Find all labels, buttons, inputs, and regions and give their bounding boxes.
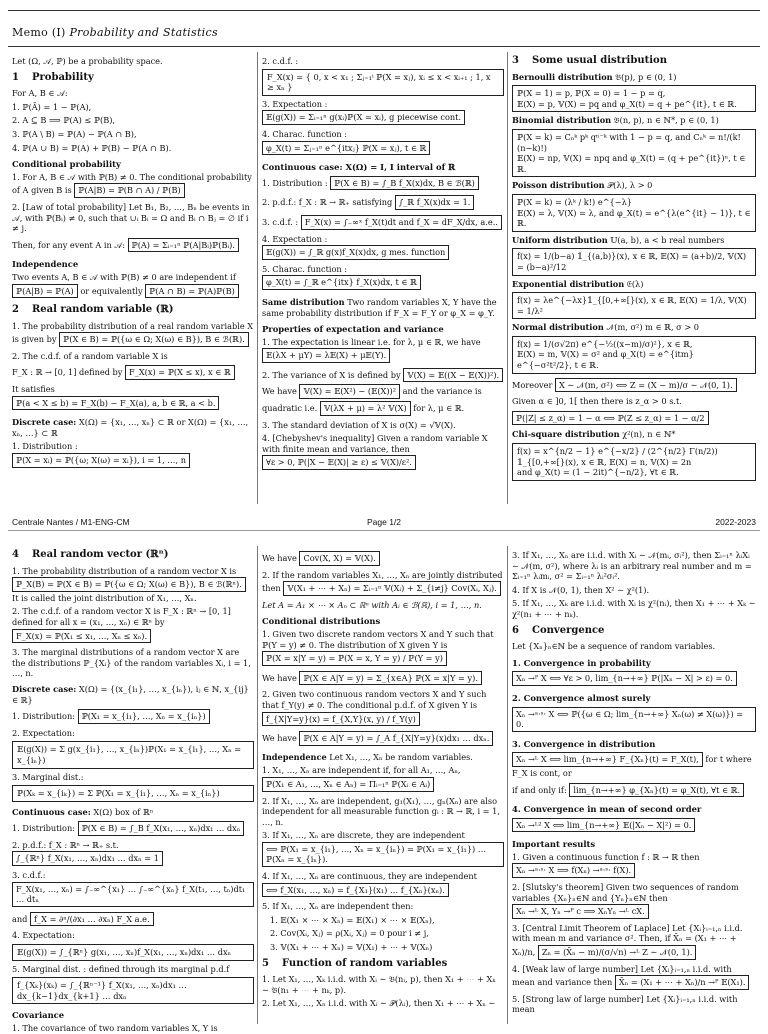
header-rule [8, 46, 760, 47]
paragraph: 2. Expectation: [12, 727, 75, 738]
formula-box: ℙ(X ∈ B) = ℙ({ω ∈ Ω; X(ω) ∈ B}), B ∈ ℬ(ℝ). [59, 332, 249, 347]
formula-box: f_{X|Y=y}(x) = f_{X,Y}(x, y) / f_Y(y) [262, 712, 420, 727]
text: 1. Distribution : [262, 177, 328, 188]
text: 2. p.d.f.: f_X : ℝⁿ → ℝ₊ s.t. [12, 839, 119, 850]
formula-box: ∫_ℝ f_X(x)dx = 1. [395, 195, 474, 210]
subsection-title: Discrete case: [12, 417, 77, 428]
text: 1. Given two discrete random vectors X and Y such that ℙ(Y = y) ≠ 0. The distribution of X given Y is [262, 628, 494, 650]
text: 𝒩(m, σ²) m ∈ ℝ, σ > 0 [606, 322, 700, 333]
distribution-heading [512, 279, 756, 290]
text: or equivalently [80, 285, 143, 296]
paragraph: 3. Marginal dist.: [12, 771, 84, 782]
footer-right: 2022-2023 [715, 517, 756, 527]
text: 5. Charac. function : [262, 263, 348, 274]
column-divider [257, 52, 258, 504]
paragraph [12, 840, 254, 867]
subsection-title: Same distribution [262, 296, 345, 307]
text: 2. Given two continuous random vectors X and Y such that f_Y(y) ≠ 0. The conditional p.d.f. of X given Y is [262, 689, 487, 710]
text: Moreover [512, 379, 553, 390]
formula-box: Xₙ →ᴸ² X ⟺ lim_{n→+∞} 𝔼(|Xₙ − X|²) = 0. [512, 818, 695, 833]
formula-box: ∀ε > 0, ℙ(|X − 𝔼(X)| ≥ ε) ≤ 𝕍(X)/ε². [262, 455, 416, 470]
formula-line: 𝔼(X) = λ, 𝕍(X) = λ, and φ_X(t) = e^{λ(e^{it} − 1)}, t ∈ ℝ. [517, 207, 751, 229]
formula-box: 𝔼(g(X)) = Σ g(x_{i₁}, …, x_{iₙ})ℙ(X₁ = x_{i₁}, …, Xₙ = x_{iₙ}) [12, 741, 254, 768]
text: 1. The probability distribution of a random vector X is [12, 565, 237, 576]
text: 4. [Chebyshev's inequality] Given a random variable X with finite mean and variance, then [262, 433, 488, 454]
text: 1. The probability distribution of a real random variable X is given by [12, 320, 254, 345]
distribution-heading [512, 180, 756, 191]
paragraph [512, 923, 756, 961]
subsection-title: Independence [12, 259, 79, 270]
formula-box: ℙ(X ∈ B) = ∫_B f_X(x₁, …, xₙ)dx₁ … dxₙ [78, 821, 245, 836]
column-divider [507, 546, 508, 1024]
column-1 [12, 56, 254, 508]
paragraph [512, 410, 756, 427]
list-item: 3. 𝕍(X₁ + ⋯ + Xₙ) = 𝕍(X₁) + ⋯ + 𝕍(Xₙ) [270, 942, 433, 953]
text: 1. Given a continuous function f : ℝ → ℝ then [512, 851, 700, 862]
paragraph: 2. [Law of total probability] Let B₁, B₂, …, Bₙ be events in 𝒜, with ℙ(Bᵢ) ≠ 0, such that ∪ᵢ Bᵢ = Ω and Bᵢ ∩ Bⱼ = ∅ if i ≠ j. [12, 201, 250, 234]
text: It satisfies [12, 384, 55, 395]
paragraph [262, 264, 504, 291]
paragraph [12, 384, 254, 411]
formula-line: f(x) = 1/(σ√2π) e^{−½((x−m)/σ)²}, x ∈ ℝ, [517, 338, 693, 349]
formula-box: X̄ₙ = (X₁ + ⋯ + Xₙ)/n →ᴾ 𝔼(X₁). [615, 975, 750, 990]
paragraph [262, 367, 504, 417]
text: 2. If the random variables X₁, …, Xₙ are jointly distributed then [262, 569, 503, 594]
paragraph [262, 570, 504, 597]
text: 2. p.d.f.: f_X : ℝ → ℝ₊ satisfying [262, 197, 393, 208]
formula-box [512, 129, 756, 177]
column-3 [512, 56, 756, 508]
formula-box: F_X(x) = { 0, x < x₁ ; Σⱼ₌₁ⁱ ℙ(X = xⱼ), xᵢ ≤ x < xᵢ₊₁ ; 1, x ≥ xₙ } [262, 69, 504, 96]
paragraph [12, 321, 254, 348]
top-rule [8, 10, 760, 11]
formula-box: 𝕍(X₁ + ⋯ + Xₙ) = Σᵢ₌₁ⁿ 𝕍(Xᵢ) + Σ_{i≠j} Cov(Xᵢ, Xⱼ). [283, 581, 500, 596]
text: Two random variables X, Y have the same probability distribution if F_X = F_Y or φ_X = φ_Y. [262, 296, 497, 318]
paragraph: Let A = A₁ × ⋯ × Aₙ ⊂ ℝⁿ with Aᵢ ∈ ℬ(ℝ), i = 1, …, n. [262, 599, 482, 610]
formula-line: 𝔼(X) = p, 𝕍(X) = pq and φ_X(t) = q + pe^{it}, t ∈ ℝ. [517, 98, 737, 109]
subsection-title: Bernoulli distribution [512, 71, 613, 82]
text: 1. Distribution : [12, 441, 78, 452]
subsection-title: Uniform distribution [512, 234, 608, 245]
section-title: Probability [32, 71, 94, 83]
paragraph [512, 882, 756, 920]
paragraph [262, 670, 504, 687]
distribution-heading [512, 72, 756, 83]
subsection-title: 1. Convergence in probability [512, 657, 651, 668]
formula-box: ℙ(A ∩ B) = ℙ(A)ℙ(B) [145, 284, 239, 299]
section-heading [12, 550, 254, 561]
list-item: 2. Cov(Xᵢ, Xⱼ) = ρ(Xᵢ, Xⱼ) = 0 pour i ≠ j, [270, 928, 429, 939]
formula-line: 𝔼(X) = np, 𝕍(X) = npq and φ_X(t) = (q + pe^{it})ⁿ, t ∈ ℝ. [517, 153, 746, 174]
text: for λ, μ ∈ ℝ. [413, 403, 465, 414]
text: 3. [Central Limit Theorem of Laplace] Let {Xᵢ}ᵢ₌₁,ₙ i.i.d. with mean m and variance σ². Then, if X̄ₙ = (X₁ + ⋯ + Xₙ)/n, [512, 922, 743, 958]
paragraph [262, 56, 504, 96]
paragraph: 2. Let X₁, …, Xₙ i.i.d. with Xᵢ ∼ 𝒫(λᵢ), then X₁ + ⋯ + Xₙ ∼ [262, 998, 496, 1009]
text: and the variance is quadratic i.e. [262, 386, 482, 414]
paragraph [12, 172, 254, 199]
text: 3. c.d.f. : [262, 216, 299, 227]
subsection-title: Poisson distribution [512, 180, 605, 191]
paragraph [512, 852, 756, 879]
formula-box [512, 194, 756, 232]
text: 3. If X₁, …, Xₙ are discrete, they are independent [262, 830, 465, 841]
paragraph [262, 871, 504, 898]
formula-box: ℙ(X ∈ A|Y = y) = Σ_{x∈A} ℙ(X = x|Y = y). [299, 671, 481, 686]
paragraph [512, 706, 756, 733]
subsection-title: Important results [512, 839, 596, 850]
list-item: 3. ℙ(A \ B) = ℙ(A) − ℙ(A ∩ B), [12, 128, 137, 139]
paragraph [262, 752, 504, 763]
text: 𝔅(p), p ∈ (0, 1) [615, 71, 677, 82]
text: 2. c.d.f. : [262, 56, 299, 66]
paragraph [12, 911, 254, 928]
column-1 [12, 549, 254, 1033]
section-number: 4 [12, 549, 19, 560]
section-title: Convergence [532, 624, 605, 636]
formula-line: ℙ(X = k) = Cₙᵏ pᵏ qⁿ⁻ᵏ with 1 − p = q, and Cₙᵏ = n!/(k!(n−k)!) [517, 131, 741, 153]
subsection-title: Properties of expectation and variance [262, 324, 444, 335]
text: 4. Expectation : [262, 233, 328, 244]
paragraph [12, 870, 254, 908]
formula-box: 𝕍(λX + μ) = λ² 𝕍(X) [320, 401, 411, 416]
section-title: Real random variable (ℝ) [32, 304, 174, 316]
text: 3. c.d.f.: [12, 870, 46, 881]
formula-box: ℙ(A|B) = ℙ(B ∩ A) / ℙ(B) [74, 183, 184, 198]
formula-box: f_X = ∂ⁿ/(∂x₁ … ∂xₙ) F_X a.e. [30, 912, 154, 927]
paragraph: 1. The covariance of two random variables X, Y is [12, 1023, 218, 1033]
footer-left: Centrale Nantes / M1-ENG-CM [12, 517, 130, 527]
text: We have [262, 733, 297, 744]
formula-box: f(x) = λe^{−λx}𝟙_{[0,+∞[}(x), x ∈ ℝ, 𝔼(X) = 1/λ, 𝕍(X) = 1/λ² [512, 292, 756, 319]
paragraph: 3. The marginal distributions of a random vector X are the distributions ℙ_{Xᵢ} of the random variables Xᵢ, i = 1, …, n. [12, 647, 251, 679]
paragraph [262, 730, 504, 747]
subsection-title: Chi-square distribution [512, 429, 620, 440]
text: It is called the joint distribution of X₁, …, Xₙ. [12, 592, 197, 603]
footer-center: Page 1/2 [366, 517, 402, 527]
formula-box: ℙ(X₁ = x_{i₁}, …, Xₙ = x_{iₙ}) [78, 709, 210, 724]
formula-box: X ∼ 𝒩(m, σ²) ⟺ Z = (X − m)/σ ∼ 𝒩(0, 1). [555, 378, 737, 393]
section-heading [512, 56, 756, 67]
subsection-title: 3. Convergence in distribution [512, 738, 656, 749]
list-item: 1. 𝔼(X₁ × ⋯ × Xₙ) = 𝔼(X₁) × ⋯ × 𝔼(Xₙ), [270, 914, 435, 925]
formula-box: Zₙ = (X̄ₙ − m)/(σ/√n) →ᴸ Z ∼ 𝒩(0, 1). [538, 945, 697, 960]
paragraph: 1. Let X₁, …, Xₖ i.i.d. with Xᵢ ∼ 𝔅(nᵢ, p), then X₁ + ⋯ + Xₖ ∼ 𝔅(n₁ + ⋯ + nₖ, p). [262, 974, 496, 995]
text: if and only if: [512, 784, 567, 795]
text: We have [262, 386, 297, 397]
formula-box: ℙ(X ∈ A|Y = y) = ∫_A f_{X|Y=y}(x)dx₁ … dxₙ. [299, 731, 493, 746]
section-heading [12, 305, 254, 316]
subsection-title: Normal distribution [512, 322, 604, 333]
section-title: Real random vector (ℝⁿ) [32, 549, 169, 560]
formula-box: φ_X(t) = Σⱼ₌₁ⁿ e^{itxⱼ} ℙ(X = xⱼ), t ∈ ℝ [262, 141, 430, 156]
text: 𝕌(a, b), a < b real numbers [610, 234, 725, 245]
paragraph: 2. The c.d.f. of a random variable X is [12, 350, 168, 361]
subsection-title: Continuous case: [12, 806, 91, 817]
text: for t where F_X is cont, or [512, 754, 752, 778]
paragraph [262, 214, 504, 231]
formula-line: 𝔼(X) = m, 𝕍(X) = σ² and φ_X(t) = e^{itm} e^{−σ²t²/2}, t ∈ ℝ. [517, 349, 694, 371]
formula-box: F_X(x) = ℙ(X₁ ≤ x₁, …, Xₙ ≤ xₙ). [12, 629, 151, 644]
section-heading [512, 626, 756, 637]
paragraph [12, 364, 254, 381]
text: 1. The expectation is linear i.e. for λ, μ ∈ ℝ, we have [262, 336, 481, 347]
formula-box: f(x) = 1/(b−a) 𝟙_{(a,b)}(x), x ∈ ℝ, 𝔼(X) = (a+b)/2, 𝕍(X) = (b−a)²/12 [512, 248, 756, 275]
text: We have [262, 672, 297, 683]
intro-text: Let (Ω, 𝒜, ℙ) be a probability space. [12, 56, 163, 66]
formula-box: F_X(x) = ℙ(X ≤ x), x ∈ ℝ [125, 365, 235, 380]
text: 𝔅(n, p), n ∈ ℕ*, p ∈ (0, 1) [613, 115, 719, 126]
column-divider [507, 52, 508, 504]
paragraph [12, 807, 254, 818]
paragraph [12, 566, 254, 604]
subsection-title: 4. Convergence in mean of second order [512, 804, 702, 815]
column-2 [262, 550, 504, 1024]
formula-box: Xₙ →ᵃ·ˢ· X ⟹ f(Xₙ) →ᵃ·ˢ· f(X). [512, 863, 635, 878]
text: 4. Charac. function : [262, 128, 348, 139]
text: 1. Distribution: [12, 823, 76, 834]
paragraph [512, 377, 756, 394]
formula-box: 𝕍(X) = 𝔼(X²) − (𝔼(X))² [299, 384, 400, 399]
text: 1. Distribution: [12, 711, 76, 722]
paragraph [12, 708, 254, 725]
formula-box: Xₙ →ᵃ·ˢ· X ⟺ ℙ({ω ∈ Ω; lim_{n→+∞} Xₙ(ω) ≠ X(ω)}) = 0. [512, 707, 756, 732]
formula-box [512, 85, 756, 112]
page-separator [8, 530, 760, 531]
formula-box [512, 443, 756, 481]
text: 𝒫(λ), λ > 0 [607, 180, 653, 191]
section-title: Some usual distribution [532, 55, 667, 66]
paragraph [262, 830, 504, 868]
subject-label: Probability and Statistics [69, 26, 218, 39]
subsection-title: Continuous case: X(Ω) = I, I interval of ℝ [262, 162, 456, 173]
text: 1. X₁, …, Xₙ are independent if, for all A₁, …, Aₙ, [262, 765, 461, 776]
subsection-title: 2. Convergence almost surely [512, 692, 651, 703]
text: X(Ω) = {(x_{i₁}, …, x_{iₙ}), iⱼ ∈ ℕ, x_{ij} ∈ ℝ} [12, 683, 249, 705]
paragraph [262, 175, 504, 192]
paragraph [12, 820, 254, 837]
paragraph [262, 99, 504, 126]
formula-box: ℙ(X = x|Y = y) = ℙ(X = x, Y = y) / ℙ(Y = y) [262, 651, 447, 666]
paragraph [262, 433, 504, 471]
paragraph [262, 765, 504, 792]
formula-box: Xₙ →ᴾ X ⟺ ∀ε > 0, lim_{n→+∞} ℙ(|Xₙ − X| > ε) = 0. [512, 671, 737, 686]
formula-box: ⟺ ℙ(X₁ = x_{i₁}, …, Xₙ = x_{iₙ}) = ℙ(X₁ = x_{i₁}) … ℙ(Xₙ = x_{iₙ}). [262, 842, 504, 867]
formula-box: F_X(x) = ∫₋∞ˣ f_X(t)dt and f_X = dF_X/dx, a.e.. [301, 215, 502, 230]
subsection-title: Discrete case: [12, 683, 77, 694]
text: X(Ω) = {x₁, …, xₙ} ⊂ ℝ or X(Ω) = {x₁, …, xₙ, …} ⊂ ℝ [12, 417, 249, 438]
memo-label: Memo (I) [12, 26, 66, 39]
document-title [12, 26, 218, 39]
text: Let X₁, …, Xₙ be random variables. [329, 751, 473, 762]
subsection-title: Conditional distributions [262, 616, 381, 627]
paragraph: 5. If X₁, …, Xₙ are independent then: [262, 901, 414, 912]
formula-box: ℙ_X(B) = ℙ(X ∈ B) = ℙ({ω ∈ Ω; X(ω) ∈ B}), B ∈ ℬ(ℝⁿ). [12, 577, 246, 592]
paragraph [512, 817, 756, 834]
list-item: 4. ℙ(A ∪ B) = ℙ(A) + ℙ(B) − ℙ(A ∩ B). [12, 142, 172, 153]
paragraph [512, 670, 756, 687]
formula-box: ℙ(X₁ ∈ A₁, …, Xₙ ∈ Aₙ) = Πᵢ₌₁ⁿ ℙ(Xᵢ ∈ Aᵢ) [262, 777, 434, 792]
list-item: 1. ℙ(Ā) = 1 − ℙ(A), [12, 101, 92, 112]
section-number: 6 [512, 624, 519, 636]
paragraph [12, 417, 254, 438]
formula-box: Xₙ →ᴸ X, Yₙ →ᴾ c ⟹ XₙYₙ →ᴸ cX. [512, 904, 649, 919]
formula-box: ℙ(Xₖ = x_{iₖ}) = Σ ℙ(X₁ = x_{i₁}, …, Xₙ = x_{iₙ}) [12, 785, 254, 802]
page-2 [0, 532, 768, 1033]
paragraph: Let {Xₙ}ₙ∈ℕ be a sequence of random variables. [512, 641, 716, 652]
text: F_X : ℝ → [0, 1] defined by [12, 367, 123, 378]
formula-line: ℙ(X = 1) = p, ℙ(X = 0) = 1 − p = q, [517, 88, 666, 99]
formula-box: φ_X(t) = ∫_ℝ e^{itx} f_X(x)dx, t ∈ ℝ [262, 275, 421, 290]
paragraph: 4. Expectation: [12, 930, 75, 941]
formula-box: Xₙ →ᴸ X ⟺ lim_{n→+∞} F_{Xₙ}(t) = F_X(t), [512, 752, 703, 767]
formula-box: ∫_{ℝⁿ} f_X(x₁, …, xₙ)dx₁ … dxₙ = 1 [12, 851, 163, 866]
formula-box: lim_{n→+∞} φ_{Xₙ}(t) = φ_X(t), ∀t ∈ ℝ. [569, 783, 744, 798]
section-number: 5 [262, 957, 269, 969]
paragraph [512, 782, 756, 799]
section-title: Function of random variables [282, 957, 448, 969]
text: 2. The c.d.f. of a random vector X is F_X : ℝⁿ → [0, 1] defined for all x = (x₁, …, xₙ) ∈ ℝⁿ by [12, 606, 231, 627]
section-number: 3 [512, 55, 519, 66]
paragraph: For A, B ∈ 𝒜: [12, 88, 68, 99]
paragraph [12, 272, 254, 299]
subsection-title: Conditional probability [12, 159, 121, 170]
formula-box: ℙ(X = xᵢ) = ℙ({ω; X(ω) = xᵢ}), i = 1, …, n [12, 453, 190, 468]
text: Then, for any event A in 𝒜: [12, 239, 125, 250]
distribution-heading [512, 429, 756, 440]
distribution-heading [512, 322, 756, 333]
paragraph [512, 964, 756, 991]
distribution-heading [512, 235, 756, 246]
paragraph [262, 234, 504, 261]
formula-box [512, 336, 756, 374]
paragraph [12, 606, 254, 644]
paragraph [512, 751, 756, 778]
formula-box: ℙ(X ∈ B) = ∫_B f_X(x)dx, B ∈ ℬ(ℝ) [330, 176, 479, 191]
column-2 [262, 56, 504, 508]
paragraph [12, 441, 254, 468]
formula-box: ⟺ f_X(x₁, …, xₙ) = f_{X₁}(x₁) … f_{Xₙ}(xₙ). [262, 883, 449, 898]
formula-box: ℙ(|Z| ≤ z_α) = 1 − α ⟺ ℙ(Z ≤ z_α) = 1 − α/2 [512, 411, 709, 426]
section-number: 1 [12, 71, 19, 83]
formula-box: 𝕍(X) = 𝔼((X − 𝔼(X))²). [403, 368, 503, 383]
text: and [12, 913, 28, 924]
paragraph: 3. If X₁, …, Xₙ are i.i.d. with Xᵢ ∼ 𝒩(mᵢ, σᵢ²), then Σᵢ₌₁ⁿ λᵢXᵢ ∼ 𝒩(m, σ²), where λᵢ is an arbitrary real number and m = Σᵢ₌₁ⁿ λᵢmᵢ, σ² = Σᵢ₌₁ⁿ λᵢ²σᵢ². [512, 550, 752, 582]
column-divider [257, 546, 258, 1024]
subsection-title: Independence [262, 751, 327, 762]
text: 2. The variance of X is defined by [262, 369, 401, 380]
subsection-title: Exponential distribution [512, 278, 625, 289]
section-heading [262, 959, 504, 970]
formula-box: ℙ(a < X ≤ b) = F_X(b) − F_X(a), a, b ∈ ℝ, a < b. [12, 396, 219, 411]
paragraph: 5. Marginal dist. : defined through its marginal p.d.f [12, 963, 230, 974]
formula-box: ℙ(A|B) = ℙ(A) [12, 284, 78, 299]
formula-box: 𝔼(g(X)) = Σᵢ₌₁ⁿ g(xᵢ)ℙ(X = xᵢ), g piecewise cont. [262, 110, 465, 125]
subsection-title: Covariance [12, 1010, 65, 1021]
paragraph: 5. If X₁, …, Xₖ are i.i.d. with Xᵢ is χ²(nᵢ), then X₁ + ⋯ + Xₖ ∼ χ²(n₁ + ⋯ + nₖ). [512, 598, 756, 619]
text: Two events A, B ∈ 𝒜 with ℙ(B) ≠ 0 are independent if [12, 271, 236, 282]
formula-line: f(x) = x^{n/2 − 1} e^{−x/2} / (2^{n/2} Γ(n/2)) 𝟙_{[0,+∞[}(x), x ∈ ℝ, 𝔼(X) = n, 𝕍(X) = 2n [517, 446, 718, 467]
text: 𝔈(λ) [626, 278, 644, 289]
paragraph [12, 237, 254, 254]
section-heading [12, 73, 254, 84]
text: 2. [Slutsky's theorem] Given two sequences of random variables {Xₙ}ₙ∈ℕ and {Yₙ}ₙ∈ℕ then [512, 882, 739, 903]
formula-box: Cov(X, X) = 𝕍(X). [299, 551, 379, 566]
paragraph: 2. If X₁, …, Xₙ are independent, g₁(X₁), …, gₙ(Xₙ) are also independent for all measurable function gᵢ : ℝ → ℝ, i = 1, …, n. [262, 795, 500, 827]
formula-box: F_X(x₁, …, xₙ) = ∫₋∞^{x₁} … ∫₋∞^{xₙ} f_X(t₁, …, tₙ)dt₁ … dtₙ [12, 882, 254, 907]
text: X(Ω) box of ℝⁿ [93, 806, 154, 817]
formula-box: ℙ(A) = Σᵢ₌₁ⁿ ℙ(A|Bᵢ)ℙ(Bᵢ). [128, 238, 239, 253]
paragraph [262, 550, 504, 567]
column-3 [512, 550, 756, 1024]
text: χ²(n), n ∈ ℕ* [622, 429, 676, 440]
distribution-heading [512, 115, 756, 126]
paragraph [262, 194, 504, 211]
paragraph [262, 629, 504, 667]
formula-line: and φ_X(t) = (1 − 2it)^{−n/2}, ∀t ∈ ℝ. [517, 467, 679, 478]
subsection-title: Binomial distribution [512, 115, 612, 126]
paragraph: 3. The standard deviation of X is σ(X) = √𝕍(X). [262, 419, 456, 430]
formula-box: 𝔼(λX + μY) = λ𝔼(X) + μ𝔼(Y). [262, 348, 390, 363]
paragraph [262, 129, 504, 156]
paragraph [262, 337, 504, 364]
paragraph: Given α ∈ ]0, 1[ then there is z_α > 0 s.t. [512, 396, 682, 407]
text: 4. [Weak law of large number] Let {Xᵢ}ᵢ₌₁,ₙ i.i.d. with mean and variance then [512, 963, 732, 988]
formula-box: f_{Xₖ}(xₖ) = ∫_{ℝⁿ⁻¹} f_X(x₁, …, xₙ)dx₁ … dx_{k−1}dx_{k+1} … dxₙ [12, 977, 254, 1004]
formula-line: ℙ(X = k) = (λᵏ / k!) e^{−λ} [517, 196, 633, 207]
text: We have [262, 553, 297, 563]
paragraph: 5. [Strong law of large number] Let {Xᵢ}ᵢ₌₁,ₙ i.i.d. with mean [512, 993, 738, 1015]
paragraph [262, 689, 504, 727]
formula-box: 𝔼(g(X)) = ∫_{ℝⁿ} g(x₁, …, xₙ)f_X(x₁, …, xₙ)dx₁ … dxₙ [12, 944, 254, 961]
paragraph [262, 297, 504, 318]
text: 1. For A, B ∈ 𝒜 with ℙ(B) ≠ 0. The conditional probability of A given B is [12, 171, 252, 196]
paragraph [12, 684, 254, 705]
text: 4. If X₁, …, Xₙ are continuous, they are independent [262, 871, 477, 882]
text: 3. Expectation : [262, 98, 328, 109]
section-number: 2 [12, 304, 19, 316]
paragraph: 4. If X is 𝒩(0, 1), then X² ∼ χ²(1). [512, 584, 650, 595]
formula-box: 𝔼(g(X)) = ∫_ℝ g(x)f_X(x)dx, g mes. function [262, 245, 449, 260]
list-item: 2. A ⊆ B ⟹ ℙ(A) ≤ ℙ(B), [12, 115, 116, 126]
